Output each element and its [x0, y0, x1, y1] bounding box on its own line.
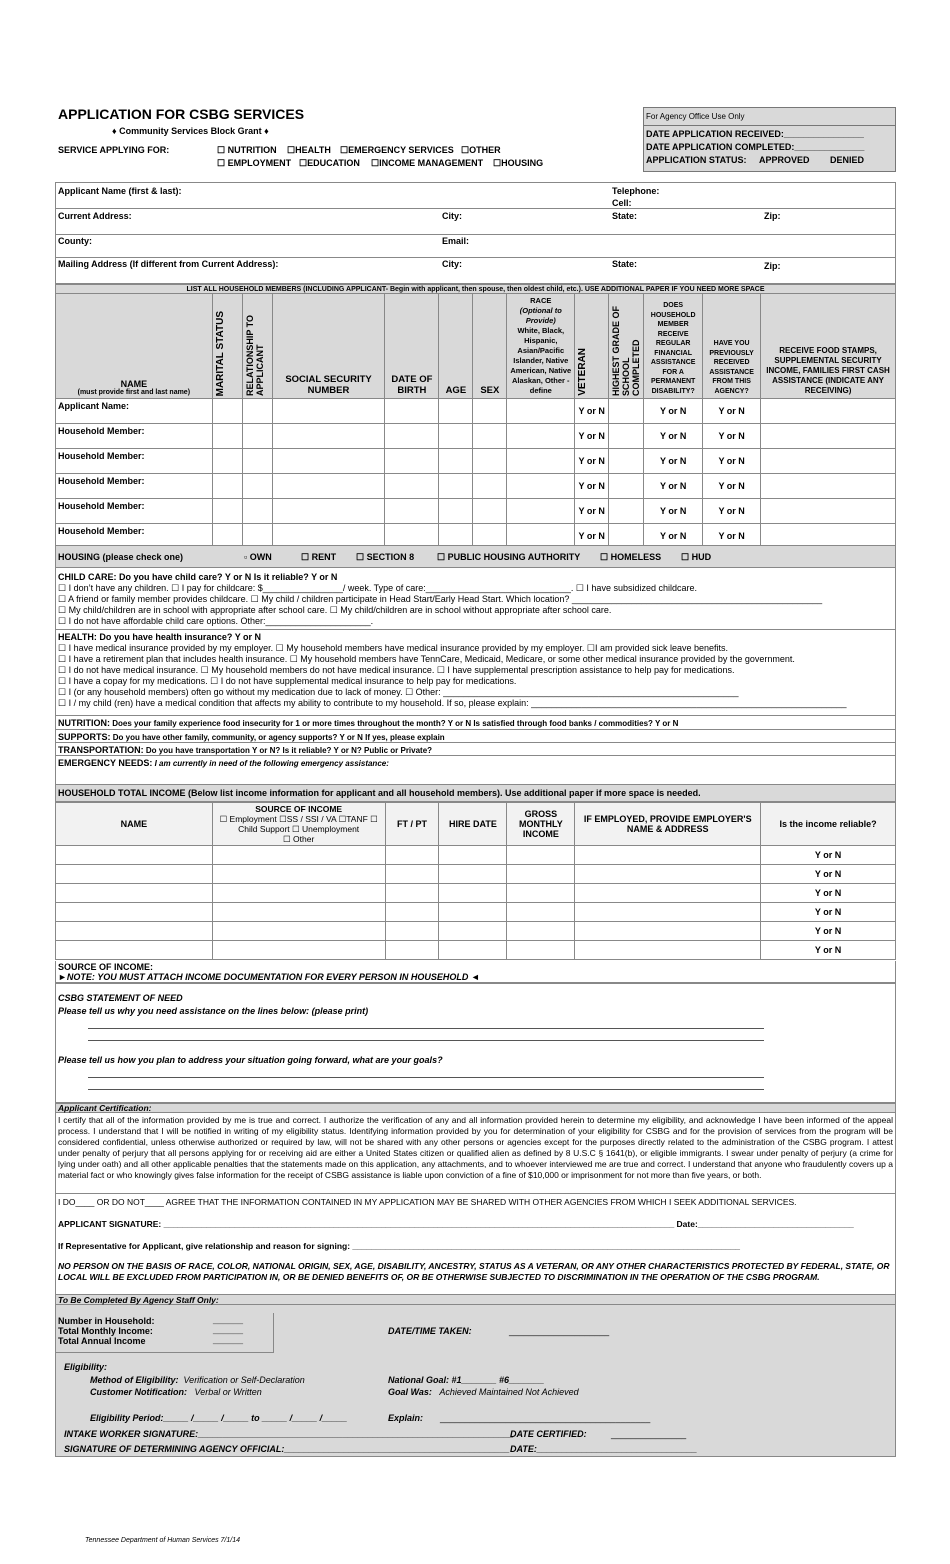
date-certified-label: DATE CERTIFIED:	[510, 1429, 587, 1439]
housing-rent[interactable]: ☐ RENT	[301, 552, 337, 562]
col-veteran: VETERAN	[575, 294, 609, 399]
health-section	[55, 630, 896, 716]
income-table	[55, 802, 896, 960]
explain-label: Explain:	[388, 1413, 424, 1423]
veteran-yn[interactable]: Y or N	[575, 524, 609, 549]
previous-yn[interactable]: Y or N	[703, 449, 761, 474]
representative-line[interactable]: If Representative for Applicant, give relationship and reason for signing: __________________________________________________________________________________	[58, 1241, 741, 1251]
table-row	[56, 399, 896, 424]
monthly-income-blank[interactable]: ______	[213, 1324, 244, 1334]
disability-yn[interactable]: Y or N	[644, 399, 703, 424]
housing-hud[interactable]: ☐ HUD	[681, 552, 712, 562]
annual-income-blank[interactable]: ______	[213, 1334, 244, 1344]
date-completed-field[interactable]: DATE APPLICATION COMPLETED:______________	[646, 142, 865, 152]
answer-line[interactable]	[88, 1089, 764, 1090]
denied-option[interactable]: DENIED	[830, 155, 865, 165]
explain-line[interactable]: __________________________________________	[440, 1413, 651, 1423]
income-col-name: NAME	[56, 803, 213, 846]
col-previous: HAVE YOU PREVIOUSLY RECEIVED ASSISTANCE FROM THIS AGENCY?	[703, 294, 761, 399]
table-row	[56, 884, 896, 903]
mailing-zip-field[interactable]: Zip:	[764, 261, 781, 271]
household-banner: LIST ALL HOUSEHOLD MEMBERS (INCLUDING APPLICANT- Begin with applicant, then spouse, then oldest child, etc.). USE ADDITIONAL PAPER IF YOU NEED MORE SPACE	[55, 284, 896, 293]
staff-title: To Be Completed By Agency Staff Only:	[55, 1294, 896, 1305]
disability-yn[interactable]: Y or N	[644, 524, 703, 549]
emergency-row[interactable]: EMERGENCY NEEDS: I am currently in need of the following emergency assistance:	[55, 756, 896, 784]
childcare-line-4[interactable]: ☐ I do not have affordable child care options. Other:_____________________.	[58, 616, 374, 626]
annual-income[interactable]: Total Annual Income	[58, 1336, 146, 1346]
col-disability: DOES HOUSEHOLD MEMBER RECEIVE REGULAR FINANCIAL ASSISTANCE FOR A PERMANENT DISABILITY?	[644, 294, 703, 399]
income-col-gross: GROSS MONTHLY INCOME	[507, 803, 575, 846]
col-marital: MARITAL STATUS	[212, 294, 242, 399]
mailing-address-field[interactable]: Mailing Address (If different from Current Address):	[58, 259, 279, 269]
datetime-line[interactable]: ____________________	[509, 1326, 610, 1336]
service-checkbox-emergency[interactable]: ☐EMERGENCY SERVICES	[340, 145, 454, 155]
health-line-6[interactable]: ☐ I / my child (ren) have a medical condition that affects my ability to contribute to my household. If so, please explain: _______________________________________________________________	[58, 698, 847, 708]
mailing-state-field[interactable]: State:	[612, 259, 638, 269]
disability-yn[interactable]: Y or N	[644, 449, 703, 474]
col-race: RACE (Optional to Provide) White, Black, Hispanic, Asian/Pacific Islander, Native American, Native Alaskan, Other - define	[507, 294, 575, 399]
answer-line[interactable]	[88, 1040, 764, 1041]
row-label[interactable]: Household Member:	[56, 424, 213, 449]
approved-option[interactable]: APPROVED	[759, 155, 810, 165]
state-field[interactable]: State:	[612, 211, 638, 221]
table-row	[56, 499, 896, 524]
income-col-employer: IF EMPLOYED, PROVIDE EMPLOYER'S NAME & ADDRESS	[575, 803, 761, 846]
col-ssn: SOCIAL SECURITY NUMBER	[272, 294, 385, 399]
application-status-row	[644, 152, 895, 165]
date-certified-line[interactable]: _______________	[611, 1429, 687, 1439]
service-checkbox-housing[interactable]: ☐HOUSING	[493, 158, 544, 168]
health-line-2[interactable]: ☐ I have a retirement plan that includes health insurance. ☐ My household members have TennCare, Medicaid, Medicare, or some other medical insurance provided by the government.	[58, 654, 795, 664]
answer-line[interactable]	[88, 1077, 764, 1078]
statement-title: CSBG STATEMENT OF NEED	[58, 993, 183, 1003]
disability-yn[interactable]: Y or N	[644, 474, 703, 499]
health-question: HEALTH: Do you have health insurance? Y or N	[58, 632, 262, 642]
table-row	[56, 424, 896, 449]
table-row	[56, 903, 896, 922]
previous-yn[interactable]: Y or N	[703, 524, 761, 549]
childcare-line-1[interactable]: ☐ I don’t have any children. ☐ I pay for childcare: $________________/ week. Type of care:_____________________________. ☐ I have subsidized childcare.	[58, 583, 697, 593]
veteran-yn[interactable]: Y or N	[575, 499, 609, 524]
statement-section	[55, 983, 896, 1103]
disability-yn[interactable]: Y or N	[644, 424, 703, 449]
col-age: AGE	[439, 294, 473, 399]
staff-section	[55, 1305, 896, 1457]
household-number[interactable]: Number in Household:	[58, 1316, 155, 1326]
housing-row	[55, 545, 896, 568]
reliable-yn[interactable]: Y or N	[761, 846, 896, 865]
veteran-yn[interactable]: Y or N	[575, 424, 609, 449]
housing-section8[interactable]: ☐ SECTION 8	[356, 552, 415, 562]
col-sex: SEX	[473, 294, 507, 399]
health-line-1[interactable]: ☐ I have medical insurance provided by my employer. ☐ My household members have medical insurance provided by my employer. ☐I am provided sick leave benefits.	[58, 643, 729, 653]
current-address-field[interactable]: Current Address:	[58, 211, 132, 221]
transportation-row[interactable]: TRANSPORTATION: Do you have transportation Y or N? Is it reliable? Y or N? Public or Private?	[55, 743, 896, 756]
col-relationship: RELATIONSHIP TO APPLICANT	[242, 294, 272, 399]
housing-label: HOUSING (please check one)	[58, 552, 184, 562]
housing-pha[interactable]: ☐ PUBLIC HOUSING AUTHORITY	[437, 552, 581, 562]
health-line-5[interactable]: ☐ I (or any household members) often go without my medication due to lack of money. ☐ Other: ___________________________________________________________	[58, 687, 739, 697]
table-row	[56, 846, 896, 865]
row-label[interactable]: Household Member:	[56, 499, 213, 524]
applicant-name-field[interactable]: Applicant Name (first & last):	[58, 186, 182, 196]
monthly-income[interactable]: Total Monthly Income:	[58, 1326, 153, 1336]
income-banner: HOUSEHOLD TOTAL INCOME (Below list income information for applicant and all household members). Use additional paper if more space is needed.	[55, 784, 896, 802]
county-field[interactable]: County:	[58, 236, 92, 246]
service-checkbox-other[interactable]: ☐OTHER	[461, 145, 501, 155]
certification-text: I certify that all of the information provided by me is true and correct. I authorize the verification of any and all information provided herein to determine my eligibility, and acknowledge I have been informed of the appeal process. I understand that I will be notified in writing of my eligibility status. Identifying information provided by you for determination of your eligibility for CSBG and for the provision of services from the program will be considered confidential, unless otherwise authorized or required by law, will not be shared with any other persons or agencies except for the purposes directly related to the administration of the CSBG program. I attest under penalty of perjury that all persons applying for or receiving aid are either a United States citizen or qualified alien as defined by 8 U.S.C § 1641(b), or eligible immigrants. I swear under penalty of perjury (a crime for lying under oath) and all other applicable penalties that the statements made on this application, any attachments, and to whoever interviewed me are true and correct. I understand that anyone who fraudulently covers up a material fact or who knowingly gives false information for the receipt of CSBG assistance is liable upon conviction of a fine of $10,000 or imprisonment for not more than five years, or both.	[55, 1113, 896, 1194]
cell-field[interactable]: Cell:	[612, 198, 632, 208]
intake-signature[interactable]: INTAKE WORKER SIGNATURE:_______________________________________________________________	[64, 1429, 514, 1439]
source-of-income-label[interactable]: SOURCE OF INCOME:	[58, 962, 154, 972]
applicant-info-section	[55, 182, 896, 284]
mailing-city-field[interactable]: City:	[442, 259, 462, 269]
table-row	[56, 449, 896, 474]
income-note-section	[55, 961, 896, 983]
nondiscrimination-statement: NO PERSON ON THE BASIS OF RACE, COLOR, NATIONAL ORIGIN, SEX, AGE, DISABILITY, ANCESTRY, STATUS AS A VETERAN, OR ANY OTHER CHARACTERISTICS PROTECTED BY FEDERAL, STATE, OR LOCAL WILL BE EXCLUDED FROM PARTICIPATION IN, OR BE DENIED BENEFITS OF, OR BE OTHERWISE SUBJECTED TO DISCRIMINATION IN THE OPERATION OF THE CSBG PROGRAM.	[58, 1261, 890, 1282]
reliable-yn[interactable]: Y or N	[761, 903, 896, 922]
previous-yn[interactable]: Y or N	[703, 424, 761, 449]
service-label: SERVICE APPLYING FOR:	[58, 145, 170, 155]
col-name: NAME (must provide first and last name)	[56, 294, 213, 399]
status-label: APPLICATION STATUS:	[646, 155, 747, 165]
eligibility-period[interactable]: Eligibility Period:_____ /_____ /_____ to _____ /_____ /_____	[90, 1413, 348, 1423]
service-checkbox-employment[interactable]: ☐ EMPLOYMENT	[217, 158, 292, 168]
table-row	[56, 865, 896, 884]
childcare-line-2[interactable]: ☐ A friend or family member provides childcare. ☐ My child / children participate in Head Start/Early Head Start. Which location? __________________________________________________	[58, 594, 823, 604]
official-date[interactable]: DATE:________________________________	[510, 1444, 698, 1454]
veteran-yn[interactable]: Y or N	[575, 449, 609, 474]
table-row	[56, 922, 896, 941]
share-agreement[interactable]: I DO____ OR DO NOT____ AGREE THAT THE INFORMATION CONTAINED IN MY APPLICATION MAY BE SHARED WITH OTHER AGENCIES FROM WHICH I SEEK ADDITIONAL SERVICES.	[58, 1197, 797, 1207]
statement-q2: Please tell us how you plan to address your situation going forward, what are your goals?	[58, 1055, 443, 1065]
row-label[interactable]: Household Member:	[56, 449, 213, 474]
footer-text: Tennessee Department of Human Services 7/1/14	[85, 1537, 240, 1544]
table-row	[56, 941, 896, 960]
childcare-section	[55, 568, 896, 630]
health-line-3[interactable]: ☐ I do not have medical insurance. ☐ My household members do not have medical insurance. ☐ I have supplemental prescription assistance to help pay for medications.	[58, 665, 735, 675]
supports-row[interactable]: SUPPORTS: Do you have other family, community, or agency supports? Y or N If yes, please explain	[55, 730, 896, 743]
date-received-field[interactable]: DATE APPLICATION RECEIVED:________________	[646, 129, 864, 139]
childcare-line-3[interactable]: ☐ My child/children are in school with appropriate after school care. ☐ My child/children are in school without appropriate after school care.	[58, 605, 612, 615]
income-col-reliable: Is the income reliable?	[761, 803, 896, 846]
reliable-yn[interactable]: Y or N	[761, 922, 896, 941]
answer-line[interactable]	[88, 1028, 764, 1029]
datetime-taken: DATE/TIME TAKEN:	[388, 1326, 472, 1336]
method-row[interactable]: Method of Eligibility: Verification or Self-Declaration	[90, 1375, 305, 1385]
health-line-4[interactable]: ☐ I have a copay for my medications. ☐ I do not have supplemental medical insurance to help pay for medications.	[58, 676, 517, 686]
housing-homeless[interactable]: ☐ HOMELESS	[600, 552, 662, 562]
reliable-yn[interactable]: Y or N	[761, 884, 896, 903]
row-label[interactable]: Household Member:	[56, 474, 213, 499]
row-label[interactable]: Applicant Name:	[56, 399, 213, 424]
veteran-yn[interactable]: Y or N	[575, 399, 609, 424]
income-col-hire: HIRE DATE	[439, 803, 507, 846]
national-goal[interactable]: National Goal: #1_______ #6_______	[388, 1375, 545, 1385]
previous-yn[interactable]: Y or N	[703, 499, 761, 524]
agency-box-title: For Agency Office Use Only	[644, 108, 895, 126]
notification-row[interactable]: Customer Notification: Verbal or Written	[90, 1387, 262, 1397]
agency-use-box	[643, 107, 896, 172]
childcare-question: CHILD CARE: Do you have child care? Y or N Is it reliable? Y or N	[58, 572, 338, 582]
form-title: APPLICATION FOR CSBG SERVICES	[58, 106, 305, 122]
service-checkbox-health[interactable]: ☐HEALTH	[287, 145, 331, 155]
reliable-yn[interactable]: Y or N	[761, 941, 896, 960]
official-signature[interactable]: SIGNATURE OF DETERMINING AGENCY OFFICIAL:_____________________________________________	[64, 1444, 510, 1454]
household-number-blank[interactable]: ______	[213, 1314, 244, 1324]
table-row	[56, 474, 896, 499]
service-checkbox-nutrition[interactable]: ☐ NUTRITION	[217, 145, 277, 155]
nutrition-row[interactable]: NUTRITION: Does your family experience food insecurity for 1 or more times throughout the month? Y or N Is satisfied through food banks / commodities? Y or N	[55, 716, 896, 730]
previous-yn[interactable]: Y or N	[703, 474, 761, 499]
income-note: ►NOTE: YOU MUST ATTACH INCOME DOCUMENTATION FOR EVERY PERSON IN HOUSEHOLD ◄	[58, 972, 480, 982]
income-col-ftpt: FT / PT	[385, 803, 439, 846]
veteran-yn[interactable]: Y or N	[575, 474, 609, 499]
statement-q1: Please tell us why you need assistance on the lines below: (please print)	[58, 1006, 369, 1016]
certification-title: Applicant Certification:	[55, 1103, 896, 1113]
zip-field[interactable]: Zip:	[764, 211, 781, 221]
service-checkbox-education[interactable]: ☐EDUCATION	[299, 158, 360, 168]
income-col-source: SOURCE OF INCOME ☐ Employment ☐SS / SSI / VA ☐TANF ☐ Child Support ☐ Unemployment ☐ Other	[212, 803, 385, 846]
col-dob: DATE OF BIRTH	[385, 294, 439, 399]
disability-yn[interactable]: Y or N	[644, 499, 703, 524]
col-stamps: RECEIVE FOOD STAMPS, SUPPLEMENTAL SECURITY INCOME, FAMILIES FIRST CASH ASSISTANCE (INDICATE ANY RECEIVING)	[761, 294, 896, 399]
household-table	[55, 293, 896, 549]
city-field[interactable]: City:	[442, 211, 462, 221]
signature-section	[55, 1194, 896, 1294]
previous-yn[interactable]: Y or N	[703, 399, 761, 424]
eligibility-label: Eligibility:	[64, 1362, 108, 1372]
service-checkbox-income-management[interactable]: ☐INCOME MANAGEMENT	[371, 158, 484, 168]
housing-own[interactable]: ▫ OWN	[244, 552, 272, 562]
telephone-field[interactable]: Telephone:	[612, 186, 660, 196]
form-subtitle: ♦ Community Services Block Grant ♦	[112, 126, 269, 136]
applicant-signature-line[interactable]: APPLICANT SIGNATURE: ____________________________________________________________________________________________________________ Date:_________________________________	[58, 1219, 854, 1229]
col-grade: HIGHEST GRADE OF SCHOOL COMPLETED	[609, 294, 644, 399]
goal-was-row[interactable]: Goal Was: Achieved Maintained Not Achieved	[388, 1387, 579, 1397]
row-label[interactable]: Household Member:	[56, 524, 213, 549]
email-field[interactable]: Email:	[442, 236, 470, 246]
reliable-yn[interactable]: Y or N	[761, 865, 896, 884]
